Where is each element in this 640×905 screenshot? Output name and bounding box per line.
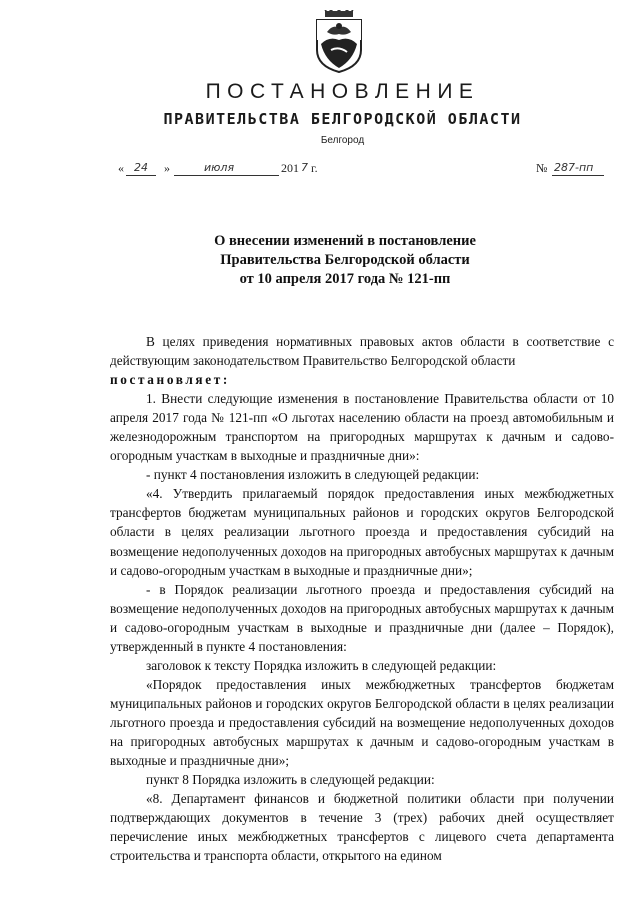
heading-line: О внесении изменений в постановление — [214, 233, 476, 249]
day-quote-open: « — [118, 161, 124, 175]
heading-line: от 10 апреля 2017 года № 121-пп — [239, 271, 451, 287]
body-paragraph: пункт 8 Порядка изложить в следующей редакции: — [146, 772, 435, 788]
document-heading — [0, 232, 640, 289]
body-paragraph: 1. Внести следующие изменения в постановление Правительства области от 10 апреля 2017 года № 121-пп «О льготах населению области на проезд автомобильным и железнодорожным транспортом на пригородных маршрутах к дачным и садово-огородным участкам в выходные и праздничные дни»: — [110, 391, 614, 464]
resolve-word: постановляет — [110, 372, 223, 388]
body-paragraph: «8. Департамент финансов и бюджетной политики области при получении подтверждающих документов в течение 3 (трех) рабочих дней осуществляет перечисление иных межбюджетных трансфертов с лицевого счета департамента строительства и транспорта области, открытого на едином — [110, 791, 614, 864]
date-year-suffix: г. — [311, 161, 318, 175]
heading-line: Правительства Белгородской области — [220, 252, 470, 268]
number-label: № — [536, 161, 548, 175]
resolve-line — [110, 370, 614, 389]
body-paragraph: «Порядок предоставления иных межбюджетных трансфертов бюджетам муниципальных районов и городских округов Белгородской области в целях реализации льготного проезда и предоставления субсидий на возмещение недополученных доходов на пригородных автобусных маршрутах к дачным и садово-огородным участкам в выходные и праздничные дни»; — [110, 676, 614, 769]
preamble-paragraph — [110, 332, 614, 370]
day-underline — [126, 175, 156, 176]
body-paragraph: заголовок к тексту Порядка изложить в следующей редакции: — [146, 657, 497, 673]
document-number: 287-пп — [554, 161, 594, 174]
month-underline — [174, 175, 279, 176]
issuing-city: Белгород — [320, 135, 365, 146]
issuing-authority: ПРАВИТЕЛЬСТВА БЕЛГОРОДСКОЙ ОБЛАСТИ — [163, 110, 522, 128]
number-underline — [552, 175, 604, 176]
document-body — [110, 332, 614, 865]
document-type-title: ПОСТАНОВЛЕНИЕ — [205, 80, 480, 103]
date-day: 24 — [134, 161, 148, 174]
body-paragraph: «4. Утвердить прилагаемый порядок предоставления иных межбюджетных трансфертов бюджетам муниципальных районов и городских округов Белгородской области в целях реализации льготного проезда и предоставления субсидий на возмещение недополученных доходов на пригородных автобусных маршрутах к дачным и садово-огородным участкам в выходные и праздничные дни»; — [110, 486, 614, 578]
resolve-colon: : — [222, 372, 228, 388]
body-paragraph: - пункт 4 постановления изложить в следующей редакции: — [146, 467, 480, 483]
date-year-digit: 7 — [301, 161, 308, 174]
date-and-number-line — [118, 161, 626, 181]
date-month: июля — [204, 161, 235, 174]
date-year-prefix: 201 — [281, 161, 299, 175]
preamble-text: В целях приведения нормативных правовых актов области в соответствие с действующим законодательством Правительство Белгородской области — [110, 334, 614, 369]
day-quote-close: » — [164, 161, 170, 175]
coat-of-arms-emblem — [313, 10, 365, 74]
body-paragraph: - в Порядок реализации льготного проезда и предоставления субсидий на возмещение недополученных доходов на пригородных автобусных маршрутах к дачным и садово-огородным участкам в выходные и праздничные дни (далее – Порядок), утвержденный в пункте 4 постановления: — [110, 581, 614, 654]
